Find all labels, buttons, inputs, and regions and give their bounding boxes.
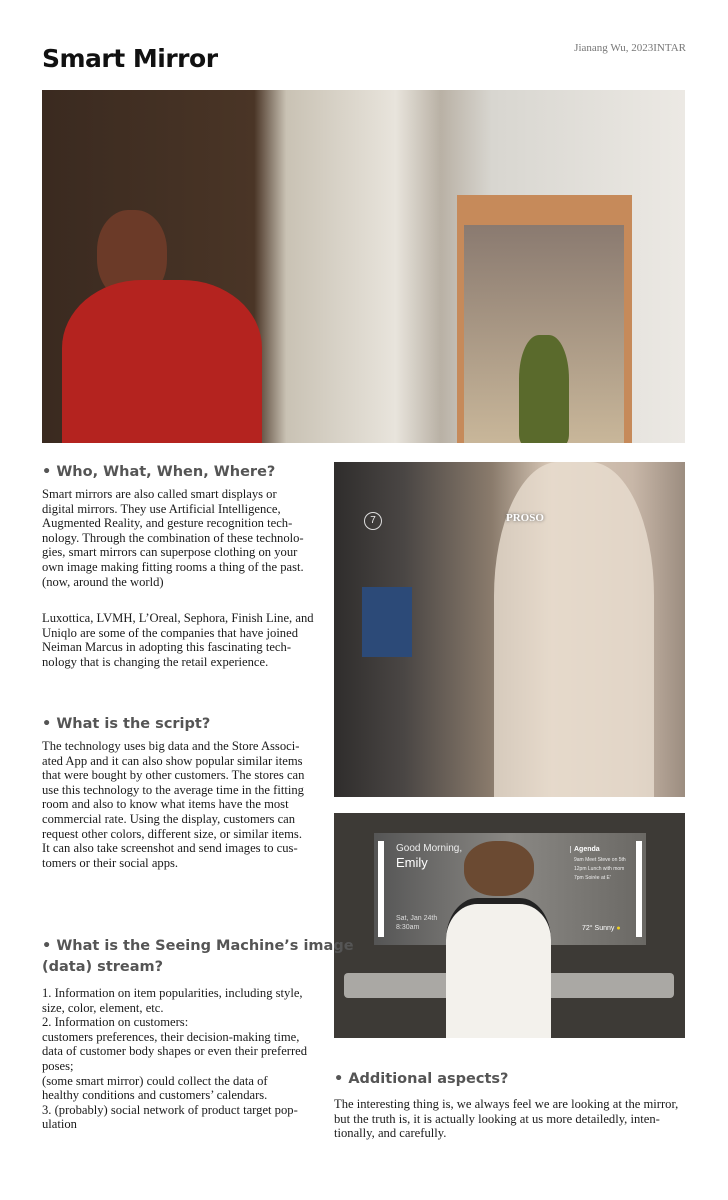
text-line: use this technology to the average time in the fitting <box>42 782 304 797</box>
text-line: nology. Through the combination of these technolo- <box>42 530 304 545</box>
proso-mirror-photo <box>334 462 685 797</box>
weather-text: 72° Sunny <box>582 925 615 932</box>
light-bar-right <box>636 841 642 937</box>
section-data-stream-list <box>42 986 307 1132</box>
section-who-what-paragraph <box>42 487 304 589</box>
text-line: but the truth is, it is actually looking at us more detailedly, inten- <box>334 1111 660 1126</box>
section-heading-script: • What is the script? <box>42 716 211 732</box>
sun-icon: ● <box>616 925 621 932</box>
green-dress <box>519 335 569 443</box>
text-line: Neiman Marcus in adopting this fascinating tech- <box>42 640 292 655</box>
time: 8:30am <box>396 924 420 931</box>
proso-logo: PROSO <box>506 512 544 524</box>
text-line: Smart mirrors are also called smart displays or <box>42 487 277 501</box>
text-line: commercial rate. Using the display, customers can <box>42 811 296 826</box>
fitting-room-photo <box>42 90 685 443</box>
text-line: customers preferences, their decision-making time, <box>42 1029 300 1044</box>
text-line: 1. Information on item popularities, including style, <box>42 986 303 1000</box>
text-line: (now, around the world) <box>42 574 164 589</box>
author-credit: Jianang Wu, 2023INTAR <box>574 42 686 54</box>
agenda-item: 9am Meet Steve on 5th <box>574 857 626 863</box>
text-line: (some smart mirror) could collect the data of <box>42 1073 268 1088</box>
section-who-what-paragraph <box>42 611 314 669</box>
heading-line: • What is the Seeing Machine’s image <box>42 938 354 954</box>
agenda-item: 12pm Lunch with mom <box>574 866 625 872</box>
text-line: Augmented Reality, and gesture recognition tech- <box>42 516 293 531</box>
agenda-list <box>574 856 626 883</box>
text-line: that were bought by other customers. The stores can <box>42 768 305 783</box>
text-line: data of customer body shapes or even their preferred <box>42 1044 308 1059</box>
text-line: ated App and it can also show popular similar items <box>42 753 303 768</box>
text-line: It can also take screenshot and send images to cus- <box>42 841 298 856</box>
text-line: Uniqlo are some of the companies that have joined <box>42 625 298 640</box>
text-line: nology that is changing the retail experience. <box>42 654 269 669</box>
red-dress <box>62 280 262 443</box>
text-line: poses; <box>42 1058 74 1073</box>
text-line: The interesting thing is, we always feel we are looking at the mirror, <box>334 1097 679 1111</box>
text-line: ulation <box>42 1117 77 1132</box>
section-additional-paragraph <box>334 1097 678 1141</box>
section-heading-who-what: • Who, What, When, Where? <box>42 464 276 480</box>
white-dress <box>446 898 551 1038</box>
text-line: size, color, element, etc. <box>42 1000 164 1015</box>
weather <box>582 925 621 932</box>
text-line: gies, smart mirrors can superpose clothing on your <box>42 545 298 560</box>
light-bar-left <box>378 841 384 937</box>
text-line: Luxottica, LVMH, L’Oreal, Sephora, Finish Line, and <box>42 611 314 625</box>
agenda-title: Agenda <box>570 846 600 853</box>
sweater-item <box>362 587 412 657</box>
page-title: Smart Mirror <box>42 44 218 73</box>
bathroom-mirror-photo <box>334 813 685 1038</box>
section-script-paragraph <box>42 739 304 870</box>
text-line: digital mirrors. They use Artificial Intelligence, <box>42 501 281 516</box>
text-line: own image making fitting rooms a thing of the past. <box>42 559 304 574</box>
mirror-screen <box>464 225 624 443</box>
section-heading-additional: • Additional aspects? <box>334 1071 509 1087</box>
text-line: 2. Information on customers: <box>42 1015 189 1030</box>
heading-line: (data) stream? <box>42 959 164 975</box>
date: Sat, Jan 24th <box>396 915 438 922</box>
text-line: 3. (probably) social network of product target pop- <box>42 1102 298 1117</box>
section-heading-data-stream <box>42 936 354 978</box>
text-line: tomers or their social apps. <box>42 855 179 870</box>
woman-hair <box>464 841 534 896</box>
text-line: The technology uses big data and the Store Associ- <box>42 739 300 753</box>
text-line: tionally, and carefully. <box>334 1126 447 1141</box>
user-name: Emily <box>396 855 428 870</box>
greeting: Good Morning, <box>396 843 463 854</box>
agenda-item: 7pm Soirée at E' <box>574 875 611 881</box>
step-badge: 7 <box>364 512 382 530</box>
text-line: room and also to know what items have the most <box>42 797 289 812</box>
text-line: request other colors, different size, or similar items. <box>42 826 302 841</box>
text-line: healthy conditions and customers’ calendars. <box>42 1088 268 1103</box>
